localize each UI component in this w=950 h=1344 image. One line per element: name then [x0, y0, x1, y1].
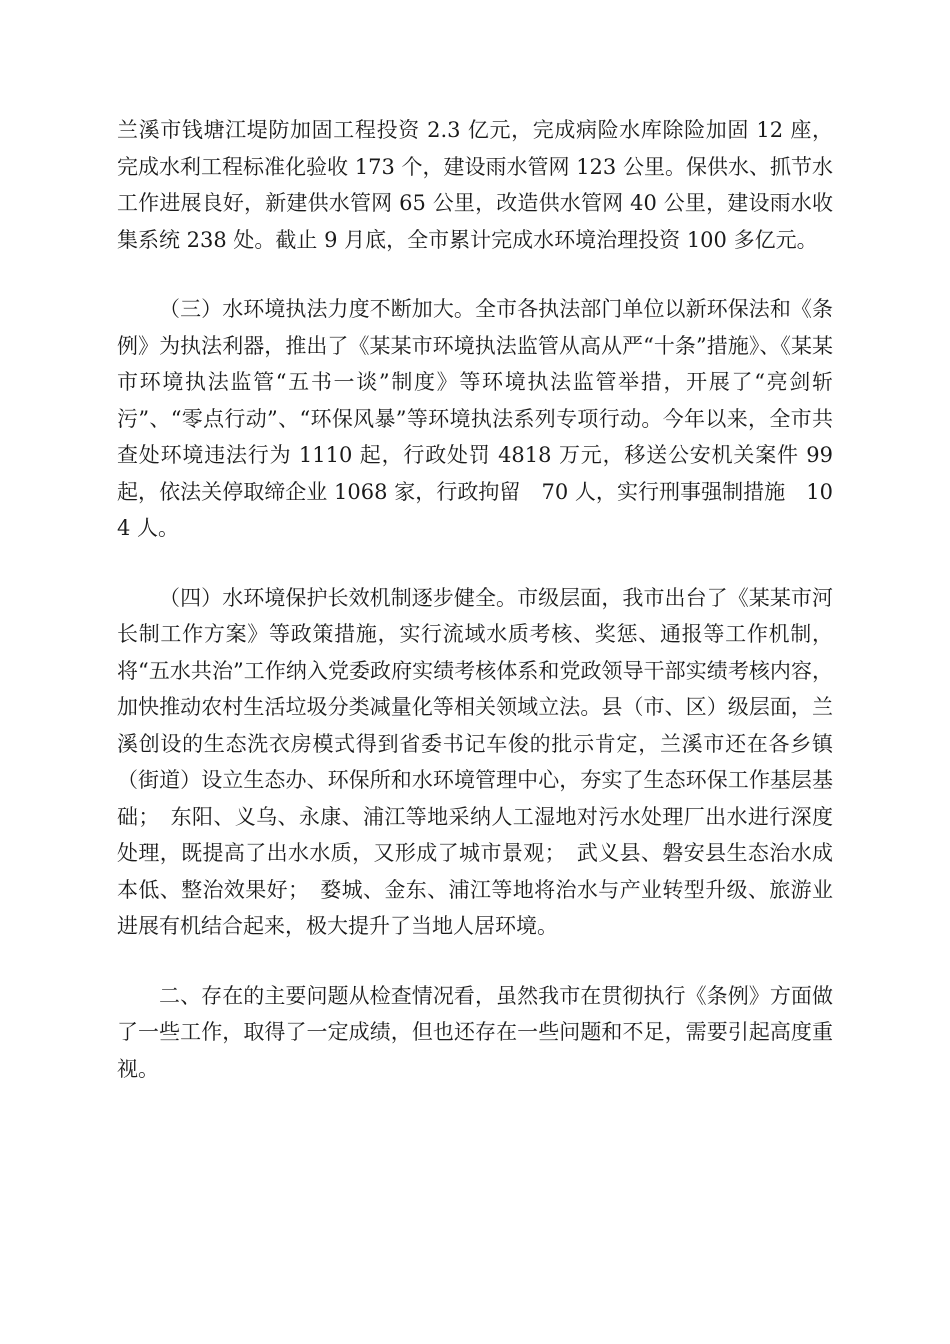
paragraph-long-term-mechanism: （四）水环境保护长效机制逐步健全。市级层面，我市出台了《某某市河长制工作方案》等政策措施，实行流域水质考核、奖惩、通报等工作机制，将“五水共治”工作纳入党委政府实绩考核体系和党政领导干部实绩考核内容，加快推动农村生活垃圾分类减量化等相关领域立法。县（市、区）级层面，兰溪创设的生态洗衣房模式得到省委书记车俊的批示肯定，兰溪市还在各乡镇（街道）设立生态办、环保所和水环境管理中心，夯实了生态环保工作基层基础； 东阳、义乌、永康、浦江等地采纳人工湿地对污水处理厂出水进行深度处理，既提高了出水水质，又形成了城市景观； 武义县、磐安县生态治水成本低、整治效果好； 婺城、金东、浦江等地将治水与产业转型升级、旅游业进展有机结合起来，极大提升了当地人居环境。: [117, 585, 833, 938]
paragraph-investment-summary: 兰溪市钱塘江堤防加固工程投资 2.3 亿元，完成病险水库除险加固 12 座，完成水利工程标准化验收 173 个，建设雨水管网 123 公里。保供水、抓节水工作进展良好，新建供水管网 65 公里，改造供水管网 40 公里，建设雨水收集系统 238 处。截止 9 月底，全市累计完成水环境治理投资 100 多亿元。: [117, 118, 833, 252]
document-body: [117, 112, 833, 1087]
paragraph-enforcement: （三）水环境执法力度不断加大。全市各执法部门单位以新环保法和《条例》为执法利器，推出了《某某市环境执法监管从高从严“十条”措施》、《某某市环境执法监管“五书一谈”制度》等环境执法监管举措，开展了“亮剑斩污”、“零点行动”、“环保风暴”等环境执法系列专项行动。今年以来，全市共查处环境违法行为 1110 起，行政处罚 4818 万元，移送公安机关案件 99 起，依法关停取缔企业 1068 家，行政拘留 70 人，实行刑事强制措施 104 人。: [117, 297, 833, 540]
paragraph-main-problems: 二、存在的主要问题从检查情况看，虽然我市在贯彻执行《条例》方面做了一些工作，取得了一定成绩，但也还存在一些问题和不足，需要引起高度重视。: [117, 983, 833, 1081]
